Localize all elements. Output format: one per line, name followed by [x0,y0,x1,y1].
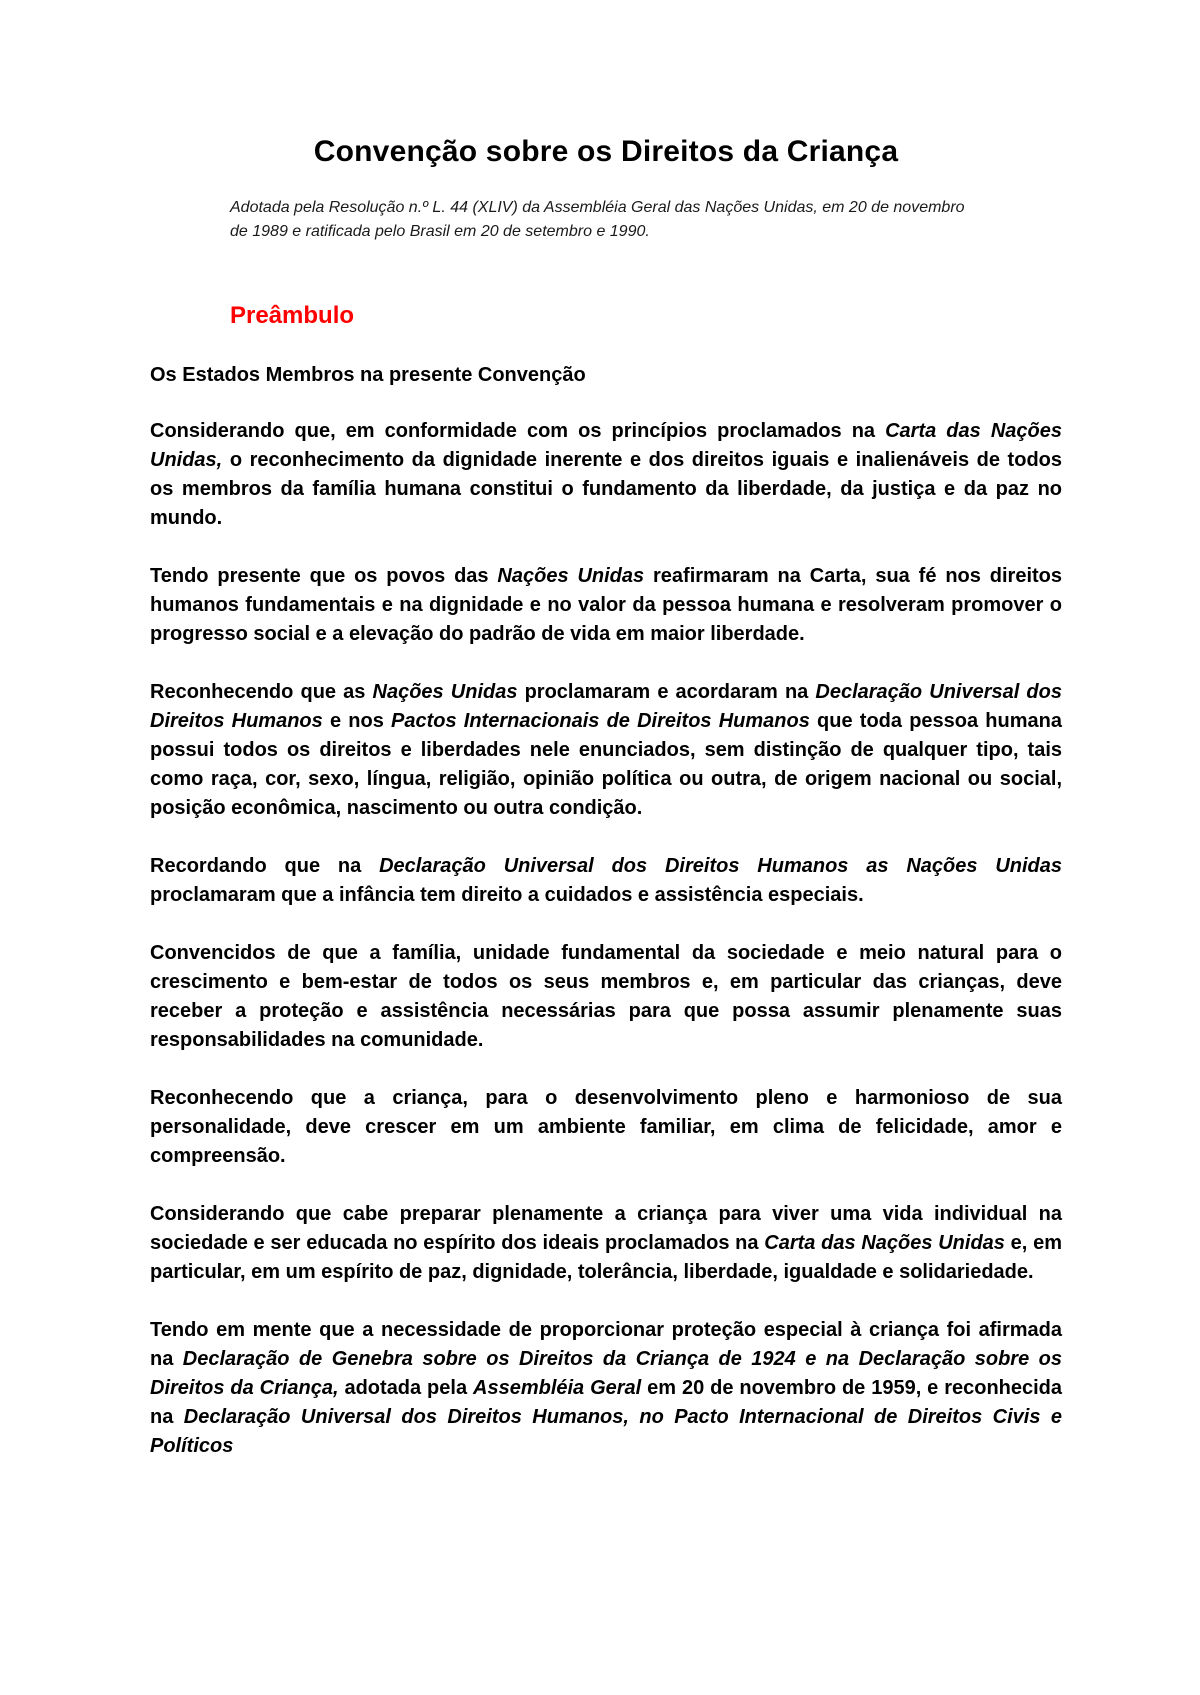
section-heading-preamble: Preâmbulo [230,302,355,329]
preamble-lead: Os Estados Membros na presente Convenção [150,364,586,386]
paragraph: Recordando que na Declaração Universal dos Direitos Humanos as Nações Unidas proclamaram que a infância tem direito a cuidados e assistência especiais. [150,855,1063,906]
paragraph: Tendo em mente que a necessidade de proporcionar proteção especial à criança foi afirmada na Declaração de Genebra sobre os Direitos da Criança de 1924 e na Declaração sobre os Direitos da Criança, adotada pela Assembléia Geral em 20 de novembro de 1959, e reconhecida na Declaração Universal dos Direitos Humanos, no Pacto Internacional de Direitos Civis e Políticos [150,1319,1063,1457]
preamble-paragraphs [150,417,1062,1461]
paragraph: Reconhecendo que as Nações Unidas proclamaram e acordaram na Declaração Universal dos Direitos Humanos e nos Pactos Internacionais de Direitos Humanos que toda pessoa humana possui todos os direitos e liberdades nele enunciados, sem distinção de qualquer tipo, tais como raça, cor, sexo, língua, religião, opinião política ou outra, de origem nacional ou social, posição econômica, nascimento ou outra condição. [150,681,1062,819]
paragraph: Tendo presente que os povos das Nações Unidas reafirmaram na Carta, sua fé nos direitos humanos fundamentais e na dignidade e no valor da pessoa humana e resolveram promover o progresso social e a elevação do padrão de vida em maior liberdade. [150,565,1062,645]
paragraph: Considerando que, em conformidade com os princípios proclamados na Carta das Nações Unidas, o reconhecimento da dignidade inerente e dos direitos iguais e inalienáveis de todos os membros da família humana constitui o fundamento da liberdade, da justiça e da paz no mundo. [150,420,1062,529]
paragraph: Considerando que cabe preparar plenamente a criança para viver uma vida individual na sociedade e ser educada no espírito dos ideais proclamados na Carta das Nações Unidas e, em particular, em um espírito de paz, dignidade, tolerância, liberdade, igualdade e solidariedade. [150,1203,1062,1283]
document-subtitle: Adotada pela Resolução n.º L. 44 (XLIV) da Assembléia Geral das Nações Unidas, em 20 de novembro de 1989 e ratificada pelo Brasil em 20 de setembro e 1990. [230,199,965,240]
document-title: Convenção sobre os Direitos da Criança [313,135,899,168]
paragraph: Convencidos de que a família, unidade fundamental da sociedade e meio natural para o crescimento e bem-estar de todos os seus membros e, em particular das crianças, deve receber a proteção e assistência necessárias para que possa assumir plenamente suas responsabilidades na comunidade. [150,942,1062,1051]
paragraph: Reconhecendo que a criança, para o desenvolvimento pleno e harmonioso de sua personalidade, deve crescer em um ambiente familiar, em clima de felicidade, amor e compreensão. [150,1087,1062,1167]
